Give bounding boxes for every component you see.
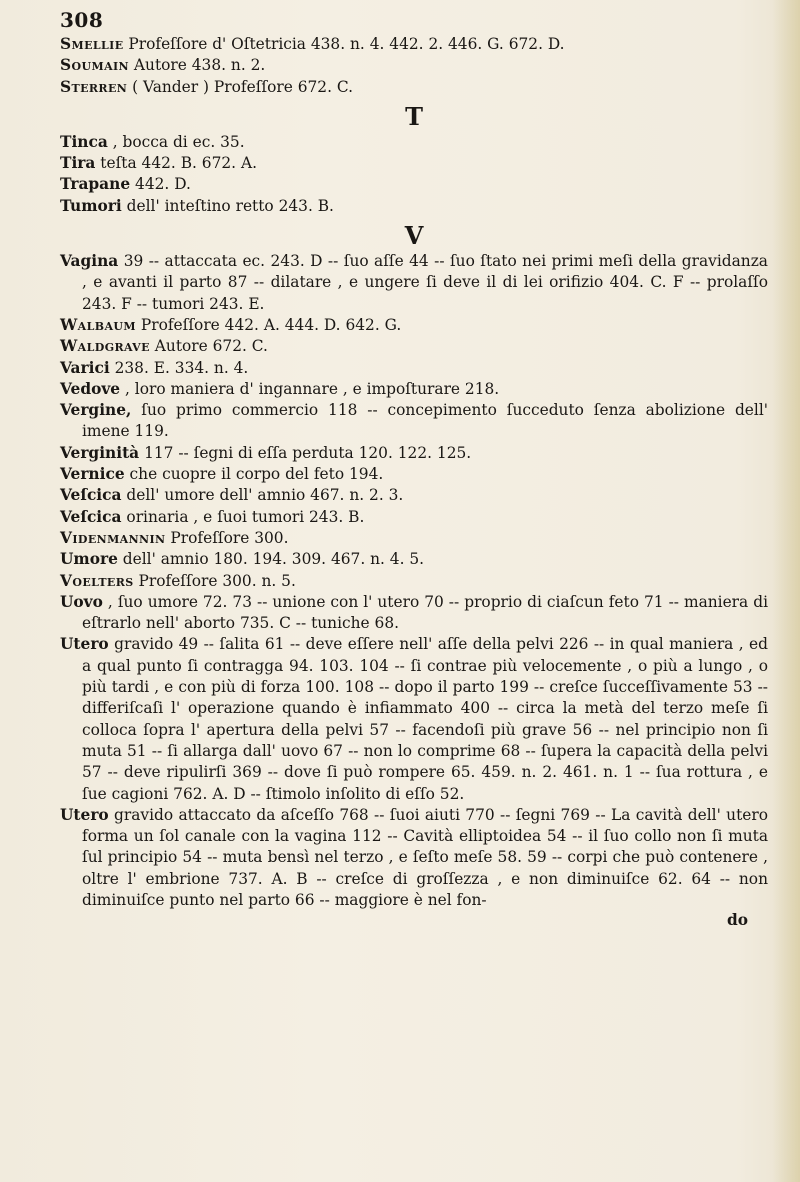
- index-entry: [60, 805, 768, 911]
- entry-headword: Utero: [60, 635, 109, 654]
- entry-text: , bocca di ec. 35.: [112, 132, 245, 151]
- index-entry: [60, 251, 768, 315]
- entry-headword: Tira: [60, 154, 96, 173]
- entry-headword: Uovo: [60, 592, 103, 611]
- entry-headword: Sterren: [60, 77, 128, 96]
- entry-text: gravido 49 -- ſalita 61 -- deve eſſere nell' aſſe della pelvi 226 -- in qual maniera , ed a qual punto ſi contragga 94. 103. 104 -- ſi contrae più velocemente , o più a lungo , o più tardi , e con più di forza 100. 108 -- dopo il parto 199 -- creſce ſucceſſivamente 53 -- differiſcaſi l' operazione quando è infiammato 400 -- circa la metà del terzo meſe ſi colloca ſopra l' apertura della pelvi 57 -- facendoſi più grave 56 -- nel principio non ſi muta 51 -- ſi allarga dall' uovo 67 -- non lo comprime 68 -- ſupera la capacità della pelvi 57 -- deve ripulirſi 369 -- dove ſi può rompere 65. 459. n. 2. 461. n. 1 -- ſua rottura , e ſue cagioni 762. A. D -- ſtimolo inſolito di eſſo 52.: [82, 635, 768, 803]
- entry-headword: Verginità: [60, 443, 140, 462]
- index-entry: [60, 358, 768, 379]
- entry-headword: Smellie: [60, 35, 124, 53]
- section-s-entries: [60, 34, 768, 98]
- index-entry: [60, 443, 768, 464]
- index-entry: [60, 55, 768, 76]
- index-entry: [60, 336, 768, 357]
- entry-text: Autore 672. C.: [154, 337, 268, 356]
- entry-headword: Tumori: [60, 196, 122, 215]
- catchword: do: [726, 911, 748, 930]
- index-entry: [60, 528, 768, 549]
- entry-headword: Vagina: [60, 252, 119, 271]
- entry-text: dell' umore dell' amnio 467. n. 2. 3.: [126, 486, 404, 505]
- entry-text: 442. D.: [135, 175, 191, 194]
- index-entry: [60, 634, 768, 804]
- entry-text: 238. E. 334. n. 4.: [114, 358, 249, 377]
- entry-text: , loro maniera d' ingannare , e impoſturare 218.: [125, 379, 500, 398]
- entry-text: , ſuo umore 72. 73 -- unione con l' utero 70 -- proprio di ciaſcun feto 71 -- maniera di eſtrarlo nell' aborto 735. C -- tuniche 68.: [82, 592, 768, 633]
- entry-text: ſuo primo commercio 118 -- concepimento ſucceduto ſenza abolizione dell' imene 119.: [82, 401, 768, 441]
- entry-text: teſta 442. B. 672. A.: [100, 154, 257, 173]
- index-entry: [60, 132, 768, 153]
- entry-headword: Umore: [60, 550, 118, 569]
- index-entry: [60, 379, 768, 400]
- index-entry: [60, 464, 768, 485]
- index-page: [60, 8, 768, 929]
- entry-text: dell' inteſtino retto 243. B.: [126, 196, 334, 215]
- entry-headword: Vergine,: [60, 401, 132, 420]
- index-entry: [60, 592, 768, 635]
- section-letter-t: T: [405, 101, 423, 131]
- entry-headword: Varici: [60, 358, 110, 377]
- page-edge-stain: [772, 0, 800, 1182]
- entry-text: che cuopre il corpo del feto 194.: [129, 465, 384, 484]
- entry-text: orinaria , e ſuoi tumori 243. B.: [126, 507, 365, 526]
- entry-text: 117 -- ſegni di eſſa perduta 120. 122. 125.: [144, 443, 472, 462]
- entry-headword: Vedove: [60, 379, 121, 398]
- index-entry: [60, 77, 768, 98]
- entry-headword: Trapane: [60, 175, 131, 194]
- index-entry: [60, 549, 768, 570]
- entry-text: gravido attaccato da aſceſſo 768 -- ſuoi aiuti 770 -- ſegni 769 -- La cavità dell' utero forma un ſol canale con la vagina 112 -- Cavità elliptoidea 54 -- il ſuo collo non ſi muta ſul principio 54 -- muta bensì nel terzo , e ſeſto meſe 58. 59 -- corpi che può contenere , oltre l' embrione 737. A. B -- creſce di groſſezza , e non diminuiſce 62. 64 -- non diminuiſce punto nel parto 66 -- maggiore è nel fon-: [82, 805, 768, 909]
- entry-text: Profeſſore 300. n. 5.: [138, 571, 296, 590]
- index-entry: [60, 196, 768, 217]
- entry-text: Profeſſore 442. A. 444. D. 642. G.: [140, 315, 402, 334]
- index-entry: [60, 485, 768, 506]
- section-t-entries: [60, 132, 768, 217]
- entry-headword: Walbaum: [60, 315, 136, 334]
- index-entry: [60, 34, 768, 55]
- index-entry: [60, 174, 768, 195]
- entry-headword: Veſcica: [60, 486, 122, 505]
- entry-headword: Soumain: [60, 56, 130, 75]
- entry-headword: Voelters: [60, 571, 134, 590]
- section-letter-v: V: [404, 221, 424, 251]
- index-entry: [60, 571, 768, 592]
- entry-headword: Waldgrave: [60, 337, 150, 356]
- entry-headword: Veſcica: [60, 507, 122, 526]
- entry-headword: Utero: [60, 805, 109, 824]
- entry-headword: Vernice: [60, 465, 125, 484]
- page-number: 308: [60, 8, 104, 32]
- entry-text: ( Vander ) Profeſſore 672. C.: [132, 77, 353, 96]
- section-v-entries: [60, 251, 768, 911]
- entry-headword: Tinca: [60, 132, 108, 151]
- entry-headword: Videnmannin: [60, 528, 166, 547]
- index-entry: [60, 507, 768, 528]
- entry-text: 39 -- attaccata ec. 243. D -- ſuo aſſe 44 -- ſuo ſtato nei primi meſi della gravidanza , e avanti il parto 87 -- dilatare , e ungere ſi deve il di lei orifizio 404. C. F -- prolaſſo 243. F -- tumori 243. E.: [82, 252, 768, 313]
- entry-text: Autore 438. n. 2.: [133, 56, 266, 75]
- index-entry: [60, 315, 768, 336]
- entry-text: dell' amnio 180. 194. 309. 467. n. 4. 5.: [122, 550, 425, 569]
- entry-text: Profeſſore d' Oſtetricia 438. n. 4. 442. 2. 446. G. 672. D.: [128, 35, 565, 53]
- entry-text: Profeſſore 300.: [170, 528, 289, 547]
- index-entry: [60, 400, 768, 443]
- index-entry: [60, 153, 768, 174]
